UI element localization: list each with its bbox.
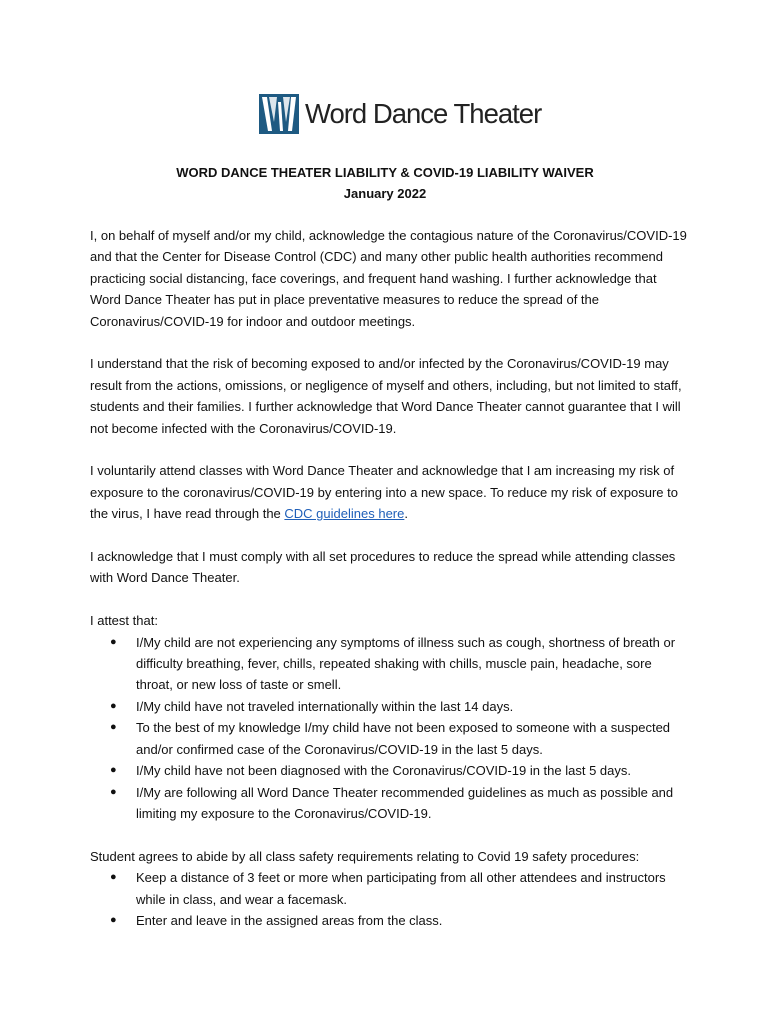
attest-intro: I attest that: — [90, 613, 158, 629]
bullet-icon: ● — [110, 764, 117, 777]
bullet-icon: ● — [110, 913, 117, 926]
list-item-text: I/My child have not traveled internationally within the last 14 days. — [136, 698, 514, 714]
list-item — [110, 717, 690, 760]
list-item — [110, 867, 690, 910]
attest-list — [90, 632, 690, 825]
student-intro: Student agrees to abide by all class safety requirements relating to Covid 19 safety procedures: — [90, 848, 640, 864]
paragraph-risk-understanding: I understand that the risk of becoming exposed to and/or infected by the Coronavirus/COVID-19 may result from the actions, omissions, or negligence of myself and others, including, but not limited to staff, students and their families. I further acknowledge that Word Dance Theater cannot guarantee that I will not become infected with the Coronavirus/COVID-19. — [90, 356, 682, 436]
list-item-text: Keep a distance of 3 feet or more when participating from all other attendees and instructors while in class, and wear a facemask. — [136, 870, 666, 907]
list-item — [110, 782, 690, 825]
paragraph-acknowledge-contagious: I, on behalf of myself and/or my child, acknowledge the contagious nature of the Coronavirus/COVID-19 and that the Center for Disease Control (CDC) and many other public health authorities recommend practicing social distancing, face coverings, and frequent hand washing. I further acknowledge that Word Dance Theater has put in place preventative measures to reduce the spread of the Coronavirus/COVID-19 for indoor and outdoor meetings. — [90, 228, 687, 329]
bullet-icon: ● — [110, 785, 117, 798]
logo — [259, 94, 541, 134]
paragraph-voluntary-text: I voluntarily attend classes with Word Dance Theater and acknowledge that I am increasing my risk of exposure to the coronavirus/COVID-19 by entering into a new space. To reduce my risk of exposure to the virus, I have read through the — [90, 463, 678, 522]
bullet-icon: ● — [110, 635, 117, 648]
wdt-logo-icon — [259, 94, 299, 134]
list-item — [110, 632, 690, 696]
logo-text: Word Dance Theater — [305, 98, 542, 129]
list-item-text: Enter and leave in the assigned areas from the class. — [136, 912, 443, 928]
list-item — [110, 696, 690, 717]
document-header — [0, 162, 770, 204]
list-item-text: I/My are following all Word Dance Theater recommended guidelines as much as possible and limiting my exposure to the Coronavirus/COVID-19. — [136, 784, 674, 821]
list-item — [110, 760, 690, 781]
bullet-icon: ● — [110, 721, 117, 734]
paragraph-comply-procedures: I acknowledge that I must comply with all set procedures to reduce the spread while attending classes with Word Dance Theater. — [90, 549, 676, 586]
list-item-text: I/My child are not experiencing any symptoms of illness such as cough, shortness of breath or difficulty breathing, fever, chills, repeated shaking with chills, muscle pain, headache, sore throat, or new loss of taste or smell. — [136, 634, 676, 693]
paragraph-voluntary-end: . — [404, 506, 408, 522]
list-item-text: To the best of my knowledge I/my child have not been exposed to someone with a suspected and/or confirmed case of the Coronavirus/COVID-19 in the last 5 days. — [136, 720, 671, 757]
document-body — [90, 225, 690, 953]
bullet-icon: ● — [110, 699, 117, 712]
document-date: January 2022 — [343, 186, 427, 201]
list-item — [110, 910, 690, 931]
bullet-icon: ● — [110, 871, 117, 884]
paragraph-voluntary-attendance — [90, 460, 690, 524]
list-item-text: I/My child have not been diagnosed with the Coronavirus/COVID-19 in the last 5 days. — [136, 763, 631, 779]
cdc-guidelines-link[interactable]: CDC guidelines here — [284, 506, 405, 522]
document-title: WORD DANCE THEATER LIABILITY & COVID-19 LIABILITY WAIVER — [176, 165, 594, 180]
student-list — [90, 867, 690, 931]
